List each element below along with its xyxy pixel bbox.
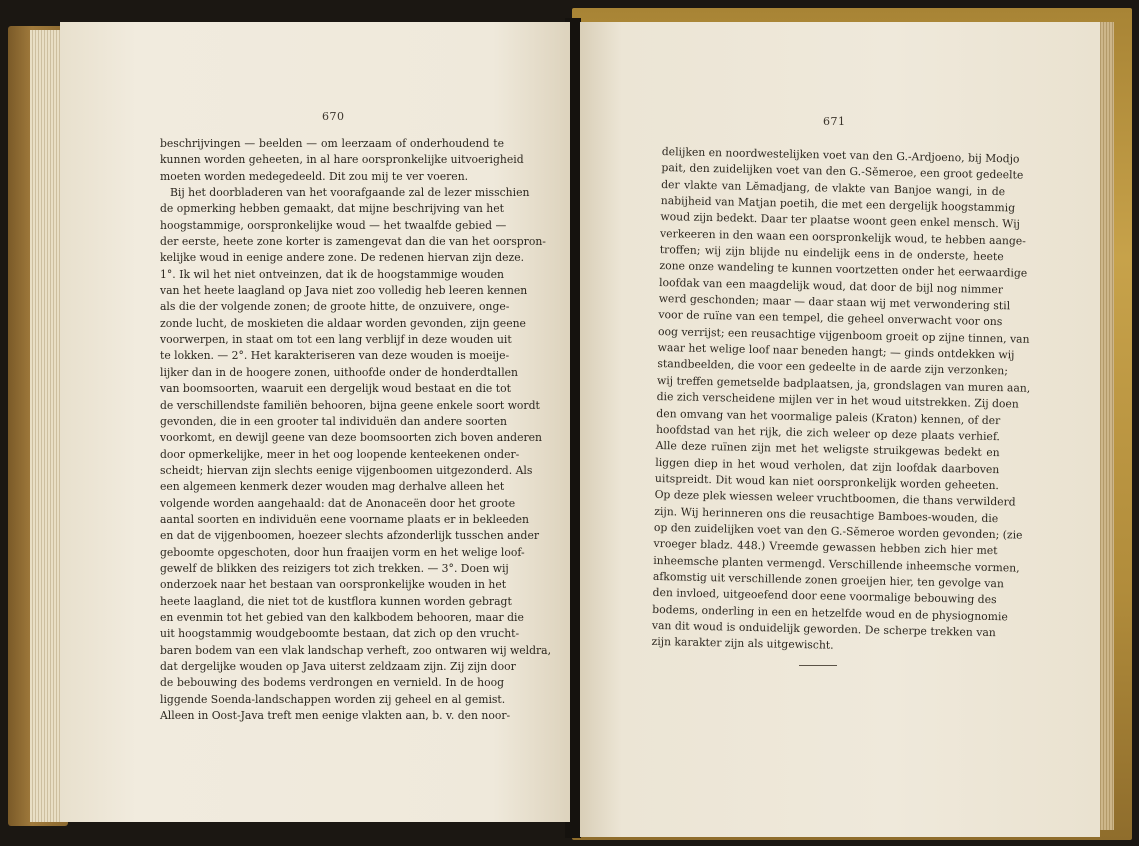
text-line: waar het welige loof naar beneden hangt; — ginds ontdekken wij xyxy=(657,341,1015,362)
text-line: 1°. Ik wil het niet ontveinzen, dat ik de hoogstammige wouden xyxy=(160,267,504,281)
right-page-text xyxy=(651,144,1031,658)
text-line: wij treffen gemetselde badplaatsen, ja, grondslagen van muren aan, xyxy=(656,373,1031,395)
text-line: de verschillendste familiën behooren, bijna geene enkele soort wordt xyxy=(160,398,540,412)
text-line: die zich verscheidene mijlen ver in het woud uitstrekken. Zij doen xyxy=(656,390,1019,411)
text-line: te lokken. — 2°. Het karakteriseren van deze wouden is moeije- xyxy=(160,349,510,363)
text-line: volgende worden aangehaald: dat de Anonaceën door het groote xyxy=(160,496,516,510)
text-line: den omvang van het voormalige paleis (Kraton) kennen, of der xyxy=(656,406,1001,427)
text-line: zonde lucht, de moskieten die aldaar worden gevonden, zijn geene xyxy=(160,316,526,330)
left-page xyxy=(60,22,570,822)
text-line: de bebouwing des bodems verdrongen en vernield. In de hoog xyxy=(160,676,504,690)
text-line: hoogstammige, oorspronkelijke woud — het twaalfde gebied — xyxy=(160,218,507,232)
text-line: delijken en noordwestelijken voet van den G.-Ardjoeno, bij Modjo xyxy=(661,144,1020,166)
text-line: Alleen in Oost-Java treft men eenige vlakten aan, b. v. den noor- xyxy=(160,709,511,723)
section-end-rule xyxy=(799,665,837,666)
text-line: gewelf de blikken des reizigers tot zich trekken. — 3°. Doen wij xyxy=(160,561,509,575)
text-line: liggende Soenda-landschappen worden zij geheel en al gemist. xyxy=(160,692,506,706)
text-line: Op deze plek wiessen weleer vruchtboomen, die thans verwilderd xyxy=(654,488,1016,509)
text-line: pait, den zuidelijken voet van den G.-Sĕmeroe, een groot gedeelte xyxy=(661,161,1024,182)
right-page xyxy=(580,22,1100,837)
text-line: den invloed, uitgeoefend door eene voormalige bebouwing des xyxy=(652,586,997,607)
text-line: aantal soorten en individuën eene voorname plaats er in bekleeden xyxy=(160,512,530,526)
text-line: standbeelden, die voor een gedeelte in de aarde zijn verzonken; xyxy=(657,357,1009,378)
text-line: kunnen worden geheeten, in al hare oorspronkelijke uitvoerigheid xyxy=(160,153,524,167)
text-line: afkomstig uit verschillende zonen groeijen hier, ten gevolge van xyxy=(652,569,1004,591)
text-line: voorkomt, en dewijl geene van deze boomsoorten zich boven anderen xyxy=(160,431,542,445)
text-line: voor de ruïne van een tempel, die geheel onverwacht voor ons xyxy=(658,308,1003,329)
text-line: liggen diep in het woud verholen, dat zijn loofdak daarboven xyxy=(655,455,1000,476)
text-line: moeten worden medegedeeld. Dit zou mij te ver voeren. xyxy=(160,169,469,183)
page-number-left: 670 xyxy=(322,110,345,123)
text-line: troffen; wij zijn blijde nu eindelijk eens in de onderste, heete xyxy=(659,243,1004,264)
text-line: een algemeen kenmerk dezer wouden mag derhalve alleen het xyxy=(160,480,505,494)
text-line: heete laagland, die niet tot de kustflora kunnen worden gebragt xyxy=(160,594,512,608)
page-edges-right xyxy=(1098,22,1114,830)
text-line: vroeger bladz. 448.) Vreemde gewassen hebben zich hier met xyxy=(653,537,998,558)
text-line: gevonden, die in een grooter tal individuën dan andere soorten xyxy=(160,414,507,428)
text-line: scheidt; hiervan zijn slechts eenige vijgenboomen uitgezonderd. Als xyxy=(160,463,533,477)
left-page-text xyxy=(160,136,552,724)
text-line: inheemsche planten vermengd. Verschillende inheemsche vormen, xyxy=(653,553,1020,575)
text-line: door opmerkelijke, meer in het oog loopende kenteekenen onder- xyxy=(160,447,520,461)
text-line: loofdak van een maagdelijk woud, dat door de bijl nog nimmer xyxy=(658,275,1004,296)
page-edges-left xyxy=(30,30,64,822)
text-line: zijn. Wij herinneren ons die reusachtige Bamboes-wouden, die xyxy=(654,504,999,525)
text-line: en evenmin tot het gebied van den kalkbodem behooren, maar die xyxy=(160,610,524,624)
text-line: nabijheid van Matjan poetih, die met een dergelijk hoogstammig xyxy=(660,194,1016,215)
text-line: oog verrijst; een reusachtige vijgenboom groeit op zijne tinnen, van xyxy=(657,324,1030,346)
text-line: baren bodem van een vlak landschap verheft, zoo ontwaren wij weldra, xyxy=(160,643,552,657)
text-line: van boomsoorten, waaruit een dergelijk woud bestaat en die tot xyxy=(160,382,511,396)
page-number-right: 671 xyxy=(823,115,846,128)
text-line: de opmerking hebben gemaakt, dat mijne beschrijving van het xyxy=(160,202,504,216)
text-line: werd geschonden; maar — daar staan wij met verwondering stil xyxy=(658,292,1011,313)
text-line: dat dergelijke wouden op Java uiterst zeldzaam zijn. Zij zijn door xyxy=(160,660,516,673)
text-line: als die der volgende zonen; de groote hitte, de onzuivere, onge- xyxy=(160,300,510,314)
text-line: kelijke woud in eenige andere zone. De redenen hiervan zijn deze. xyxy=(160,251,525,265)
text-line: van dit woud is onduidelijk geworden. De scherpe trekken van xyxy=(651,618,996,640)
text-line: uit hoogstammig woudgeboomte bestaan, dat zich op den vrucht- xyxy=(160,627,520,641)
text-line: lijker dan in de hoogere zonen, uithoofde onder de honderdtallen xyxy=(160,365,518,379)
text-line: beschrijvingen — beelden — om leerzaam of onderhoudend te xyxy=(160,137,504,150)
text-line: Alle deze ruïnen zijn met het weligste struikgewas bedekt en xyxy=(655,439,1000,460)
text-line: voorwerpen, in staat om tot een lang verblijf in deze wouden uit xyxy=(160,333,512,347)
text-line: en dat de vijgenboomen, hoezeer slechts afzonderlijk tusschen ander xyxy=(160,529,540,543)
text-line: uitspreidt. Dit woud kan niet oorspronkelijk worden geheeten. xyxy=(654,471,1000,493)
text-line: op den zuidelijken voet van den G.-Sĕmeroe worden gevonden; (zie xyxy=(653,520,1023,542)
text-line: zone onze wandeling te kunnen voortzetten onder het eerwaardige xyxy=(659,259,1028,281)
text-line: van het heete laagland op Java niet zoo volledig heb leeren kennen xyxy=(160,284,528,298)
text-line: verkeeren in den waan een oorspronkelijk woud, te hebben aange- xyxy=(659,226,1027,248)
text-line: onderzoek naar het bestaan van oorspronkelijke wouden in het xyxy=(160,578,507,592)
text-line: bodems, onderling in een en hetzelfde woud en de physiognomie xyxy=(652,602,1008,623)
text-line: zijn karakter zijn als uitgewischt. xyxy=(651,635,834,653)
text-line: der eerste, heete zone korter is zamengevat dan die van het oorspron- xyxy=(160,235,546,249)
text-line: hoofdstad van het rijk, die zich weleer op deze plaats verhief. xyxy=(655,422,1001,443)
text-line: Bij het doorbladeren van het voorafgaande zal de lezer misschien xyxy=(170,186,530,200)
text-line: der vlakte van Lĕmadjang, de vlakte van Banjoe wangi, in de xyxy=(661,177,1006,198)
text-line: geboomte opgeschoten, door hun fraaijen vorm en het welige loof- xyxy=(160,545,525,559)
text-line: woud zijn bedekt. Daar ter plaatse woont geen enkel mensch. Wij xyxy=(660,210,1021,231)
